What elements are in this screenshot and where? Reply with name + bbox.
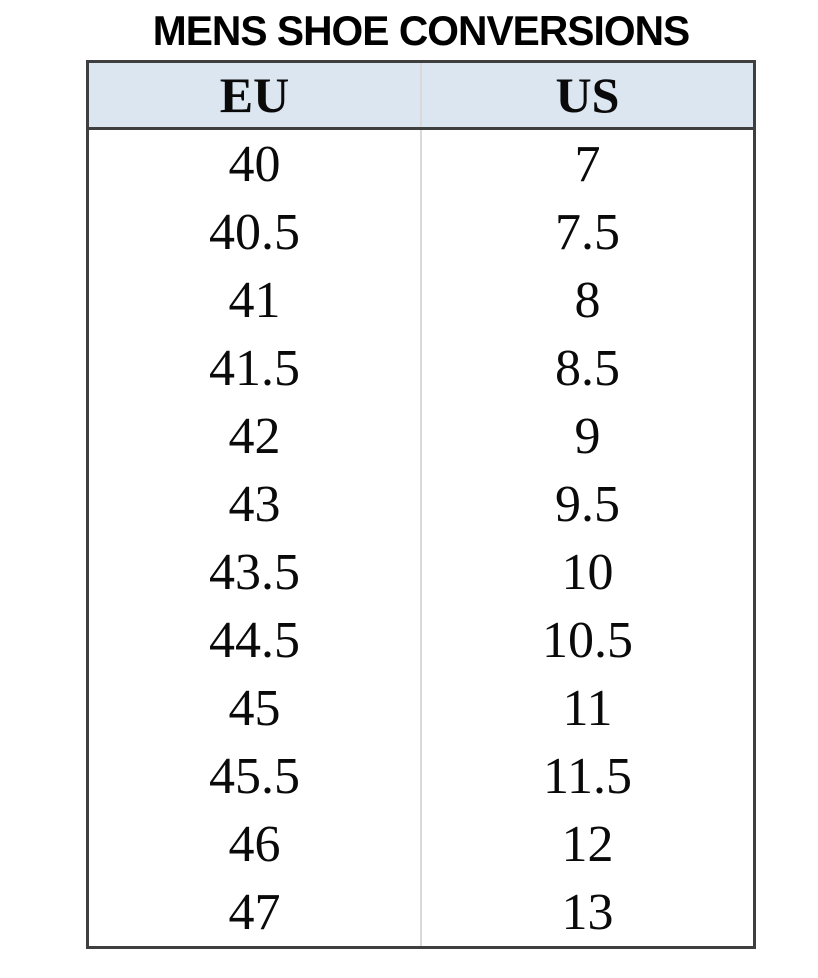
us-size-cell: 8.5 [555,339,620,397]
us-size-cell: 7.5 [555,203,620,261]
us-size-cell: 13 [561,883,614,941]
table-header [88,62,755,129]
table-row [88,470,755,538]
table-body [88,129,755,948]
eu-size-cell: 42 [88,402,422,470]
us-size-cell: 10 [561,543,614,601]
page [0,6,818,978]
table-row [88,198,755,266]
table-row [88,266,755,334]
table-row [88,538,755,606]
eu-size-cell: 45.5 [88,742,422,810]
table-row [88,606,755,674]
us-size-cell: 11 [562,679,613,737]
eu-size-cell: 41 [88,266,422,334]
eu-size-cell: 40 [88,129,422,199]
us-size-cell: 9 [574,407,601,465]
eu-size-cell: 43 [88,470,422,538]
eu-size-cell: 46 [88,810,422,878]
column-header-us: US [421,62,755,129]
us-size-cell: 11.5 [542,747,633,805]
shoe-conversion-table [86,60,756,949]
eu-size-cell: 40.5 [88,198,422,266]
column-header-eu: EU [88,62,422,129]
page-title: MENS SHOE CONVERSIONS [152,7,690,54]
eu-size-cell: 43.5 [88,538,422,606]
us-size-cell: 7 [574,135,601,193]
table-row [88,742,755,810]
header-row [88,62,755,129]
us-size-cell: 9.5 [555,475,620,533]
table-row [88,810,755,878]
table-row [88,878,755,948]
eu-size-cell: 41.5 [88,334,422,402]
us-size-cell: 10.5 [542,611,633,669]
table-row [88,129,755,199]
eu-size-cell: 47 [88,878,422,948]
table-row [88,674,755,742]
us-size-cell: 12 [561,815,614,873]
eu-size-cell: 45 [88,674,422,742]
us-size-cell: 8 [574,271,601,329]
eu-size-cell: 44.5 [88,606,422,674]
table-row [88,402,755,470]
table-row [88,334,755,402]
